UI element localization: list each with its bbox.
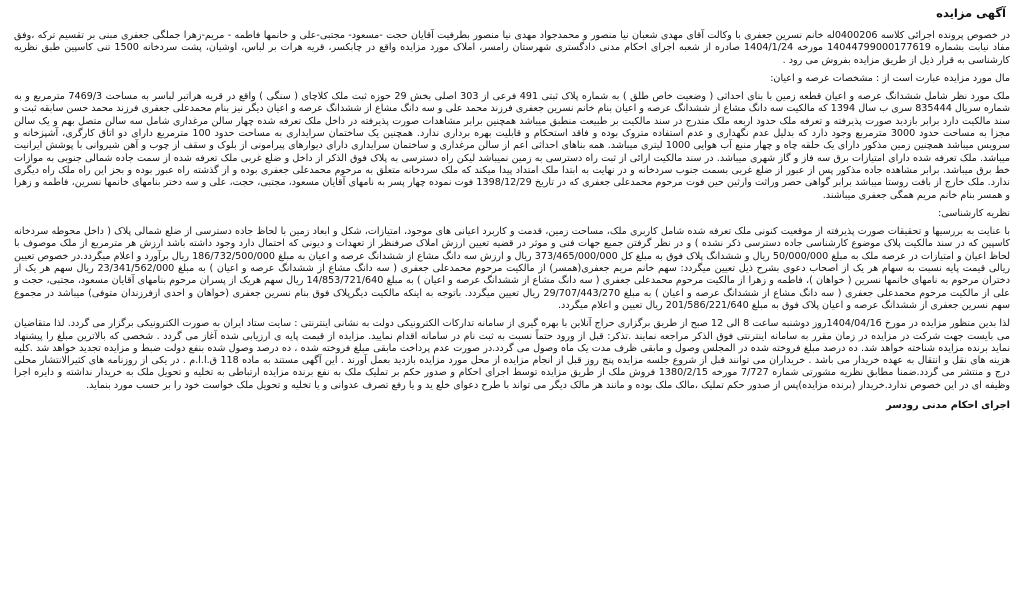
notice-title: آگهی مزایده: [936, 6, 1006, 20]
expert-opinion-paragraph: با عنایت به بررسیها و تحقیقات صورت پذیرفته از موقعیت کنونی ملک تعرفه شده شامل کاربری ملک، مساحت زمین، قدمت و کاربرد اعیانی های موجود، امتیازات، شکل و ابعاد زمین با لحاظ جاده دسترسی از ضلع شمالی پلاک ( داخل محوطه سردخانه کاسپین که در سند مالکیت پلاک موضوع کارشناسی جاده دسترسی ذکر نشده ) و در نظر گرفتن جمیع جهات فنی و موثر در قضیه تعیین ارزش املاک صرفنظر از تعهدات و دیونی که احتمال دارد وجود داشته باشد ارزش هر مترمربع از ملک موصوف با لحاظ اعیان و امتیازات در عرصه ملک به مبلغ 50/000/000 ریال و ششدانگ پلاک فوق به مبلغ کل 373/465/000/000 ریال و ارزش سه دانگ مشاع از ششدانگ عرصه و اعیان به مبلغ 186/732/500/000 ریال برآورد و اعلام میگردد.در خصوص تعیین ریالی قیمت پایه نسبت به سهام هر یک از اصحاب دعوی بشرح ذیل تعیین میگردد: سهم خانم مریم جعفری(همسر) از مالکیت مرحوم محمدعلی جعفری ( سه دانگ مشاع از ششدانگ عرصه و اعیان ) به مبلغ 23/341/562/000 ریال سهم هر یک از دختران مرحوم به نامهای خانمها نسرین ( خواهان )، فاطمه و زهرا از مالکیت مرحوم محمدعلی جعفری ( سه دانگ مشاع از ششدانگ عرصه و اعیان ) به مبلغ 14/853/721/640 ریال سهم هریک از پسران مرحوم بنامهای آقایان مسعود، مجتبی، حجت و علی از مالکیت مرحوم محمدعلی جعفری ( سه دانگ مشاع از ششدانگ عرصه و اعیان ) به مبلغ 29/707/443/270 ریال تعیین میگردد. باتوجه به اینکه مالکیت دیگرپلاک فوق بنام نسرین جعفری (خواهان و احدی ازفرزندان متوفی) میباشد در مجموع سهم نسرین جعفری از ششدانگ عرصه و اعیان پلاک فوق به مبلغ 201/586/221/640 ریال تعیین و اعلام میگردد.: [14, 226, 1010, 311]
property-subject-heading: مال مورد مزایده عبارت است از : مشخصات عرصه و اعیان:: [770, 72, 1010, 84]
property-description-paragraph: ملک مورد نظر شامل ششدانگ عرصه و اعیان قطعه زمین با بنای احداثی ( وضعیت خاص طلق ) به شماره پلاک ثبتی 491 فرعی از 303 اصلی بخش 29 حوزه ثبت ملک کلاچای ( سنگی ) واقع در قریه هراتبر لباسر به مساحت 7469/3 مترمربع و به شماره سریال 835444 سری ب سال 1394 که مالکیت سه دانگ مشاع از ششدانگ عرصه و اعیان بنام خانم نسرین جعفری فرزند محمد علی و سه دانگ مشاع از ششدانگ عرصه و اعیان دیگر نیز بنام محمدعلی جعفری فرزند محمد حسن سابقه ثبت و سند مالکیت دارد برابر بازدید صورت پذیرفته و تعرفه ملک حدود اربعه ملک مندرج در سند مالکیت بر طبیعت منطبق میباشد همچنین برابر مشاهدات صورت پذیرفته در داخل ملک تعرفه شده چهار سالن مرغداری شامل سه سالن متصل بهم و یک سالن مجزا به مساحت حدود 3000 مترمربع وجود دارد که بدلیل عدم نگهداری و عدم استفاده متروک بوده و فاقد استحکام و قابلیت بهره برداری ندارد. همچنین یک ساختمان سرایداری به مساحت حدود 100 مترمربع دارای دو اتاق کارگری، آشپزخانه و سرویس میباشد همچنین زمین مذکور دارای یک حلقه چاه و چهار منبع آب هوایی 1000 لیتری میباشد. همه بناهای احداثی اعم از سالن مرغداری و ساختمان سرایداری دارای دیوارهای پیرامونی از بلوک و سقف از چوب و آهن شیروانی با پوشش ایرانیت میباشد. ملک تعرفه شده دارای امتیازات برق سه فاز و گاز شهری میباشد. در سند مالکیت ارائی از ثبت راه دسترسی به زمین نمیباشد لیکن راه دسترسی به پلاک فوق الذکر از داخل و ضلع غربی ملک تعرفه شده از سمت جاده شمالی جنوبی به موازات خط برق میباشد. برابر مشاهده جاده مذکور پس از عبور از ضلع غربی بسمت جنوب سردخانه و در نهایت به ابتدا ملک امتداد پیدا میکند که ملک سردخانه متعلق به مرحوم محمدعلی جعفری بوده و از گذشته راه عبور بوده و بجز این راه ملک راه دیگری ندارد. ملک خارج از بافت روستا میباشد برابر گواهی حصر وراثت وارثین حین فوت مرحوم محمدعلی جعفری که در تاریخ 1398/12/29 فوت نموده چهار پسر به نامهای آقایان مسعود، مجتبی، حجت، علی و سه دختر بنامهای خانمها نسرین، فاطمه و زهرا و همسر بنام خانم مریم همگی جعفری میباشند.: [14, 91, 1010, 201]
issuer-signature: اجرای احکام مدنی رودسر: [886, 400, 1010, 412]
case-intro-paragraph: در خصوص پرونده اجرائی کلاسه 0400206له خانم نسرین جعفری با وکالت آقای مهدی شعبان نیا منصور و محمدجواد مهدی نیا منصور بطرفیت آقایان حجت -مسعود- مجتبی-علی و خانمها فاطمه - مریم-زهرا جملگی جعفری مبنی بر تقسیم ترکه ،وفق مفاد نیابت بشماره 14044799000177619 مورخه 1404/1/24 صادره از شعبه اجرای احکام مدنی دادگستری شهرستان رامسر، املاک مورد مزایده واقع در چابکسر، قریه هرات بر لباس، اوشیان، پشت سردخانه 1500 تنی کاسپین طبق نظریه کارشناسی به قرار ذیل از طریق مزایده بفروش می رود .: [14, 30, 1011, 66]
expert-opinion-heading: نظریه کارشناسی:: [938, 207, 1010, 219]
auction-terms-paragraph: لذا بدین منظور مزایده در مورخ 1404/04/16روز دوشنبه ساعت 8 الی 12 صبح از طریق برگزاری حراج آنلاین با بهره گیری از سامانه تدارکات الکترونیکی دولت به نشانی اینترنتی : سایت ستاد ایران به صورت الکترونیکی برگزار می گردد. لذا متقاضیان می بایست جهت شرکت در مزایده در زمان مقرر به سامانه اینترنتی فوق الذکر مراجعه نمایند .تذکر: قبل از ورود حتماً نسبت به ثبت نام در سامانه اقدام نمایید. مزایده از قیمت پایه ی ارزیابی شده آغاز می گردد . شخصی که بالاترین مبلغ را پیشنهاد نماید برنده مزایده شناخته خواهد شد. ده درصد مبلغ فروخته شده در المجلس وصول و مابقی ظرف مدت یک ماه وصول می گردد.در صورت عدم پرداخت مابقی مبلغ فروخته شده ، ده درصد وصول شده بنفع دولت ضبط و مزایده تجدید خواهد شد .کلیه هزینه های نقل و انتقال به عهده خریدار می باشد . خریداران می توانند قبل از شروع جلسه مزایده پنج روز قبل از انجام مزایده از محل مورد مزایده بازدید بعمل آورند . این آگهی مستند به ماده 118 ق.ا.ا.م . در یکی از روزنامه های کثیرالانتشار محلی درج و منتشر می گردد.ضمنا مطابق نظریه مشورتی شماره 7/727 مورخه 1380/2/15 فروش ملک از طریق مزایده توسط اجرای احکام و صدور حکم بر تملیک ملک به نفع برنده مزایده ارتباطی به تخلیه و تحویل ملک به خریدار نداشته و دایره اجرا وظیفه ای در این خصوص ندارد.خریدار (برنده مزایده)پس از صدور حکم تملیک ،مالک ملک بوده و مانند هر مالک دیگر می تواند با طرح دعوای خلع ید و یا رفع تصرف عدوانی و یا تخلیه و تحویل ملک خواست خود را بر حسب مورد بنماید.: [14, 318, 1011, 391]
